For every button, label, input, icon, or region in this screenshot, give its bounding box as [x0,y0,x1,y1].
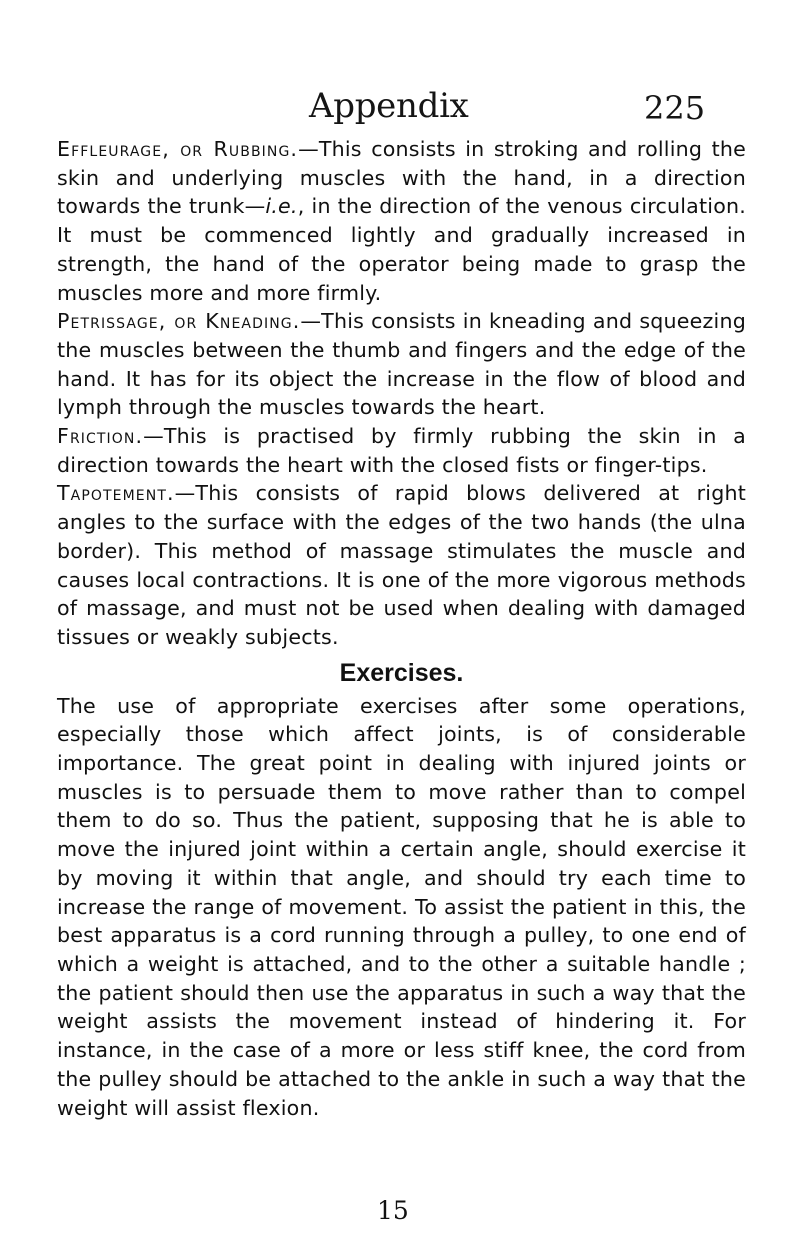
friction-body: —This is practised by firmly rubbing the skin in a direction towards the heart with the closed fists or finger-tips. [57,424,746,477]
page-number: 225 [644,89,706,127]
tapotement-paragraph [57,479,746,651]
petrissage-heading: Petrissage, or Kneading. [57,309,301,334]
signature-mark: 15 [377,1196,409,1225]
page-body [57,135,746,1122]
running-head [0,86,801,136]
effleurage-abbrev: i.e. [265,194,298,219]
tapotement-heading: Tapotement. [57,481,175,506]
exercises-paragraph: The use of appropriate exercises after some operations, especially those which affect joints, is of considerable importance. The great point in dealing with injured joints or muscles is to persuade them to move rather than to compel them to do so. Thus the patient, supposing that he is able to move the injured joint within a certain angle, should exercise it by moving it within that angle, and should try each time to increase the range of movement. To assist the patient in this, the best apparatus is a cord running through a pulley, to one end of which a weight is attached, and to the other a suitable handle ; the patient should then use the apparatus in such a way that the weight assists the movement instead of hindering it. For instance, in the case of a more or less stiff knee, the cord from the pulley should be attached to the ankle in such a way that the weight will assist flexion. [57,693,746,1120]
petrissage-body: —This consists in kneading and squeezing the muscles between the thumb and fingers and the edge of the hand. It has for its object the increase in the flow of blood and lymph through the muscles towards the heart. [57,309,746,420]
effleurage-paragraph [57,135,746,307]
tapotement-body: —This consists of rapid blows delivered at right angles to the surface with the edges of the two hands (the ulna border). This method of massage stimulates the muscle and causes local contractions. It is one of the more vigorous methods of massage, and must not be used when dealing with damaged tissues or weakly subjects. [57,481,746,649]
effleurage-heading: Effleurage, or Rubbing. [57,137,299,161]
friction-heading: Friction. [57,424,144,449]
effleurage-body-continued: , in the direction of the venous circulation. It must be commenced lightly and gradually increased in strength, the hand of the operator being made to grasp the muscles more and more firmly. [57,194,746,305]
petrissage-paragraph [57,307,746,422]
running-title: Appendix [309,86,469,126]
friction-paragraph [57,422,746,479]
exercises-title: Exercises. [339,658,464,687]
effleurage-body: —This consists in stroking and rolling the skin and underlying muscles with the hand, in a direction towards the trunk— [57,137,746,219]
